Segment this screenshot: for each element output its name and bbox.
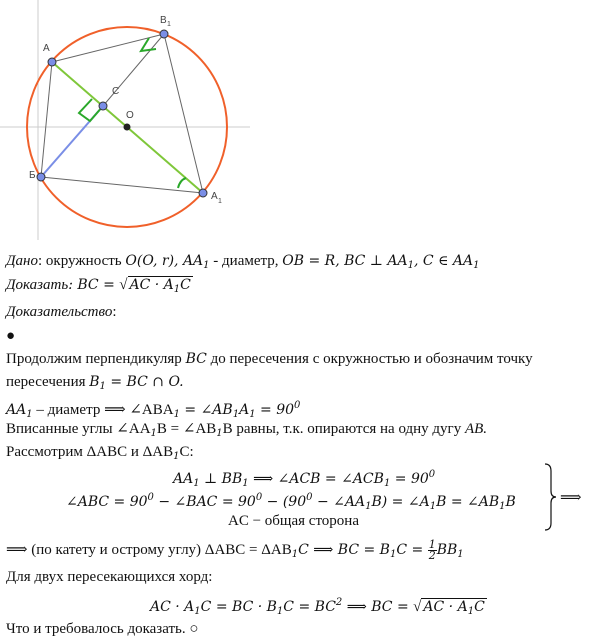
given-label: Дано (6, 253, 38, 269)
chords-formula: AC · $A_1C$ = BC · $B_1C = BC^2$ ⟹ BC = √ AC · $A_1C$ (150, 597, 485, 617)
point-a (48, 58, 56, 66)
final-line: Что и требовалось доказать. ○ (6, 621, 199, 637)
label-a: A (43, 43, 50, 54)
inscribed-angles-line: Вписанные углы $\angle AA_1B$ = $\angle AB_1B$ равны, т.к. опираются на одну дугу AB. (6, 421, 488, 439)
consider-line: Рассмотрим ΔABC и $\Delta AB_1C$: (6, 444, 194, 462)
label-c: C (112, 86, 120, 97)
label-a1-sub: 1 (218, 198, 222, 205)
system-line-3: AC − общая сторона (228, 513, 359, 529)
paragraph-line-1: Продолжим перпендикуляр BC до пересечения с окружностью и обозначим точку (6, 351, 533, 367)
system-brace (543, 463, 557, 531)
label-b1: B (160, 15, 167, 26)
point-b1 (160, 30, 168, 38)
angle-mark-a1 (178, 178, 186, 188)
paragraph-line-2: пересечения $B_1$ = BC ∩ O. (6, 374, 184, 392)
label-b1-sub: 1 (167, 21, 171, 28)
point-o (124, 124, 130, 130)
prove-line: Доказать: BC = √ AC · $A_1C$ (6, 277, 191, 295)
label-o: O (126, 110, 134, 121)
proof-header: Доказательство: (6, 304, 117, 320)
right-angle-b1 (141, 38, 156, 51)
point-b (37, 173, 45, 181)
segment-b1-a1 (164, 34, 203, 193)
system-line-1: $AA_1$ ⊥ $BB_1$ ⟹ ∠ACB = $\angle ACB_1 = 90^0$ (173, 469, 436, 489)
fraction-one-half: $\frac{1}{2}$ (428, 538, 436, 562)
chords-line: Для двух пересекающихся хорд: (6, 569, 213, 585)
segment-a-b1 (52, 34, 164, 62)
label-a1: A (211, 191, 218, 202)
conclusion-line: ⟹ (по катету и острому углу) $\Delta ABC = \Delta AB_1C$ ⟹ BC = $B_1C$ = $\frac{1}{2}$ $BB_1$ (6, 538, 464, 562)
point-a1 (199, 189, 207, 197)
segment-a-b (41, 62, 52, 177)
geometry-figure (0, 0, 600, 240)
point-c (99, 102, 107, 110)
prove-label: Доказать (6, 277, 69, 293)
bullet: ● (6, 328, 16, 344)
given-line: Дано: окружность O(O, r), $AA_1$ - диаметр, OB = R, BC ⊥ $AA_1$, C ∈ $AA_1$ (6, 253, 480, 271)
system-line-2: ∠ABC = $90^0$ − ∠BAC = $90^0 - (90^0$ − $\angle AA_1B$) = $\angle A_1B$ = $\angle AB_1B$ (66, 492, 516, 512)
proof-label: Доказательство (6, 304, 113, 320)
system-implication: ⟹ (560, 490, 582, 506)
diameter-line: $AA_1$ – диаметр ⟹ $\angle ABA_1$ = $\angle AB_1A_1 = 90^0$ (6, 400, 301, 420)
label-b: Б (29, 170, 36, 181)
